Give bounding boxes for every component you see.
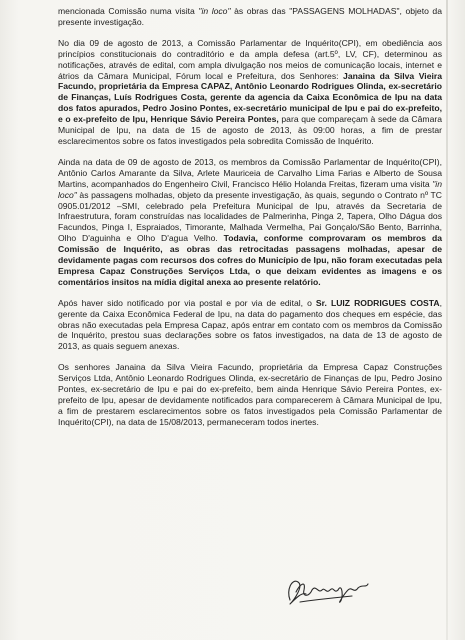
text-run: às passagens molhadas, objeto da presente investigação, às quais, segundo o Contrato nº TC 0905.01/2012 –SMI, celebrado pela Prefeitura Municipal de Ipu, através da Secretaria de Infraestrutura, foram construídas nas localidades de Palmerinha, Pinga 2, Tapera, Olho Dágua dos Facundos, Pinga I, Espraiados, Timorante, Malhada Vermelha, Pai Gonçalo/São Bento, Barrinha, Olho D'aguinha e Olho D'agua Velho.: [58, 189, 442, 244]
text-run: No dia 09 de agosto de 2013, a Comissão Parlamentar de Inquérito(CPI), em obediência aos princípios constitucionais do contraditório e da ampla defesa (art.5º, LV, CF), determinou as notificações, através de edital, com ampla divulgação nos meios de comunicação locais, internet e átrios da Câmara Municipal, Fórum local e Prefeitura, dos Senhores:: [58, 37, 442, 81]
text-run: Os senhores Janaina da Silva Vieira Facundo, proprietária da Empresa Capaz Construções Serviços Ltda, Antônio Leonardo Rodrigues Olinda, ex-secretário de Finanças de Ipu, Pedro Josino Pontes, ex-secretário de Ipu e pai do ex-prefeito, bem ainda Henrique Sávio Pereira Pontes, ex-prefeito de Ipu, apesar de devidamente notificados para comparecerem à Câmara Municipal de Ipu, a fim de prestarem esclarecimentos sobre os fatos investigados pela Comissão Parlamentar de Inquérito(CPI), na data de 15/08/2013, permaneceram todos inertes.: [58, 362, 442, 427]
bold-text: Sr. LUIZ RODRIGUES COSTA: [315, 297, 440, 308]
document-body: [58, 6, 442, 438]
bold-text: Janaina da Silva Vieira Facundo, proprietária da Empresa CAPAZ, Antônio Leonardo Rodrigues Olinda, ex-secretário de Finanças, Luís Rodrigues Costa, gerente da agencia da Caixa Econômica de Ipu na data dos fatos apurados, Pedro Josino Pontes, ex-secretário municipal de Ipu e pai do ex-prefeito, e o ex-prefeito de Ipu, Henrique Sávio Pereira Pontes,: [58, 70, 442, 125]
italic-text: "in loco": [198, 6, 231, 16]
paragraph: [58, 6, 442, 28]
text-run: Após haver sido notificado por via postal e por via de edital, o: [58, 297, 316, 308]
paragraph: [58, 362, 442, 427]
text-run: mencionada Comissão numa visita: [58, 6, 199, 16]
page-edge-shadow: [446, 0, 448, 640]
bold-text: Todavia, conforme comprovaram os membros da Comissão de Inquérito, as obras das retrocitadas passagens molhadas, apesar de devidamente pagas com recursos dos cofres do Município de Ipu, não foram executadas pela Empresa Capaz Construções Serviços Ltda, o que deixam evidentes as imagens e os comentários insitos na mídia digital anexa ao presente relatório.: [58, 233, 442, 287]
text-run: às obras das "PASSAGENS MOLHADAS", objeto da presente investigação.: [58, 6, 442, 27]
paragraph: [58, 298, 442, 353]
handwritten-signature: [282, 570, 372, 612]
text-run: , gerente da Caixa Econômica Federal de Ipu, na data do pagamento dos cheques em espécie, das obras não executadas pela Empresa Capaz, após entrar em contato com os membros da Comissão de Inquérito, prestou suas declarações sobre os fatos investigados, na data de 13 de agosto de 2013, as quais seguem anexas.: [58, 297, 442, 352]
text-run: para que compareçam à sede da Câmara Municipal de Ipu, na data de 15 de agosto de 2013, às 09:00 horas, a fim de prestar esclarecimentos sobre os fatos investigados pela sobredita Comissão de Inquérito.: [58, 114, 442, 146]
italic-text: "in loco": [58, 178, 442, 200]
text-run: Ainda na data de 09 de agosto de 2013, os membros da Comissão Parlamentar de Inquérito(CPI), Antônio Carlos Amarante da Silva, Arlete Mauriceia de Carvalho Lima Farias e Alberto de Sousa Martins, acompanhados do Engenheiro Civil, Francisco Hélio Holanda Freitas, fizeram uma visita: [58, 156, 442, 189]
paragraph: [58, 38, 442, 147]
paragraph: [58, 157, 442, 288]
